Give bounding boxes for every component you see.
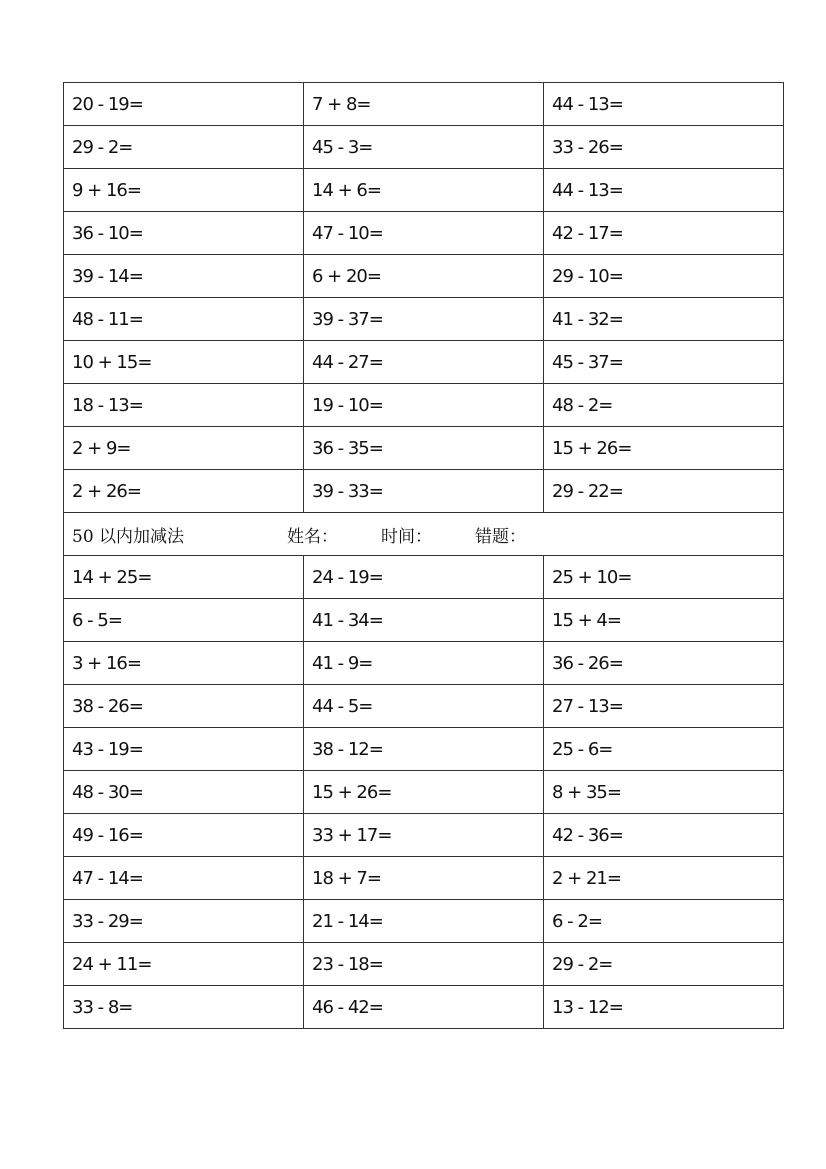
problem-cell: 18 - 13= (64, 384, 304, 427)
table-row (64, 642, 784, 685)
problem-cell: 25 + 10= (544, 556, 784, 599)
problem-cell: 39 - 14= (64, 255, 304, 298)
problem-cell: 15 + 26= (304, 771, 544, 814)
problem-cell: 33 + 17= (304, 814, 544, 857)
problem-cell: 44 - 27= (304, 341, 544, 384)
problem-cell: 48 - 30= (64, 771, 304, 814)
problem-cell: 6 + 20= (304, 255, 544, 298)
table-row (64, 857, 784, 900)
table-row (64, 943, 784, 986)
problem-cell: 36 - 26= (544, 642, 784, 685)
problem-cell: 13 - 12= (544, 986, 784, 1029)
section-2 (64, 556, 784, 1029)
problem-cell: 41 - 9= (304, 642, 544, 685)
header-cell (64, 513, 784, 556)
problem-cell: 19 - 10= (304, 384, 544, 427)
problem-cell: 10 + 15= (64, 341, 304, 384)
problem-cell: 2 + 26= (64, 470, 304, 513)
problem-cell: 47 - 14= (64, 857, 304, 900)
errors-label: 错题： (475, 526, 526, 547)
problem-cell: 29 - 10= (544, 255, 784, 298)
problem-cell: 6 - 5= (64, 599, 304, 642)
problem-cell: 6 - 2= (544, 900, 784, 943)
problem-cell: 9 + 16= (64, 169, 304, 212)
arithmetic-worksheet-table (63, 82, 784, 1029)
time-label: 时间： (381, 526, 432, 547)
table-row (64, 83, 784, 126)
problem-cell: 18 + 7= (304, 857, 544, 900)
worksheet-header (64, 513, 784, 556)
table-row (64, 814, 784, 857)
problem-cell: 14 + 25= (64, 556, 304, 599)
table-row (64, 298, 784, 341)
header-row (64, 513, 784, 556)
problem-cell: 42 - 17= (544, 212, 784, 255)
problem-cell: 39 - 33= (304, 470, 544, 513)
problem-cell: 27 - 13= (544, 685, 784, 728)
problem-cell: 45 - 3= (304, 126, 544, 169)
table-row (64, 427, 784, 470)
table-row (64, 900, 784, 943)
table-row (64, 341, 784, 384)
problem-cell: 47 - 10= (304, 212, 544, 255)
problem-cell: 46 - 42= (304, 986, 544, 1029)
table-row (64, 169, 784, 212)
problem-cell: 7 + 8= (304, 83, 544, 126)
problem-cell: 49 - 16= (64, 814, 304, 857)
table-row (64, 771, 784, 814)
table-row (64, 126, 784, 169)
problem-cell: 21 - 14= (304, 900, 544, 943)
problem-cell: 36 - 10= (64, 212, 304, 255)
problem-cell: 44 - 13= (544, 83, 784, 126)
problem-cell: 15 + 26= (544, 427, 784, 470)
table-row (64, 556, 784, 599)
problem-cell: 24 + 11= (64, 943, 304, 986)
table-row (64, 470, 784, 513)
worksheet-title: 50 以内加减法 (72, 526, 185, 547)
problem-cell: 2 + 21= (544, 857, 784, 900)
table-row (64, 599, 784, 642)
table-row (64, 212, 784, 255)
problem-cell: 29 - 22= (544, 470, 784, 513)
problem-cell: 33 - 8= (64, 986, 304, 1029)
problem-cell: 29 - 2= (544, 943, 784, 986)
problem-cell: 41 - 32= (544, 298, 784, 341)
problem-cell: 33 - 29= (64, 900, 304, 943)
problem-cell: 38 - 12= (304, 728, 544, 771)
table-row (64, 728, 784, 771)
problem-cell: 20 - 19= (64, 83, 304, 126)
problem-cell: 38 - 26= (64, 685, 304, 728)
table-row (64, 255, 784, 298)
problem-cell: 3 + 16= (64, 642, 304, 685)
problem-cell: 44 - 13= (544, 169, 784, 212)
problem-cell: 48 - 11= (64, 298, 304, 341)
problem-cell: 25 - 6= (544, 728, 784, 771)
problem-cell: 2 + 9= (64, 427, 304, 470)
name-label: 姓名： (287, 526, 338, 547)
problem-cell: 29 - 2= (64, 126, 304, 169)
problem-cell: 44 - 5= (304, 685, 544, 728)
problem-cell: 23 - 18= (304, 943, 544, 986)
problem-cell: 39 - 37= (304, 298, 544, 341)
problem-cell: 43 - 19= (64, 728, 304, 771)
problem-cell: 24 - 19= (304, 556, 544, 599)
table-row (64, 986, 784, 1029)
problem-cell: 48 - 2= (544, 384, 784, 427)
problem-cell: 36 - 35= (304, 427, 544, 470)
section-1 (64, 83, 784, 513)
problem-cell: 33 - 26= (544, 126, 784, 169)
problem-cell: 15 + 4= (544, 599, 784, 642)
problem-cell: 8 + 35= (544, 771, 784, 814)
problem-cell: 41 - 34= (304, 599, 544, 642)
table-row (64, 384, 784, 427)
problem-cell: 42 - 36= (544, 814, 784, 857)
table-row (64, 685, 784, 728)
problem-cell: 14 + 6= (304, 169, 544, 212)
problem-cell: 45 - 37= (544, 341, 784, 384)
